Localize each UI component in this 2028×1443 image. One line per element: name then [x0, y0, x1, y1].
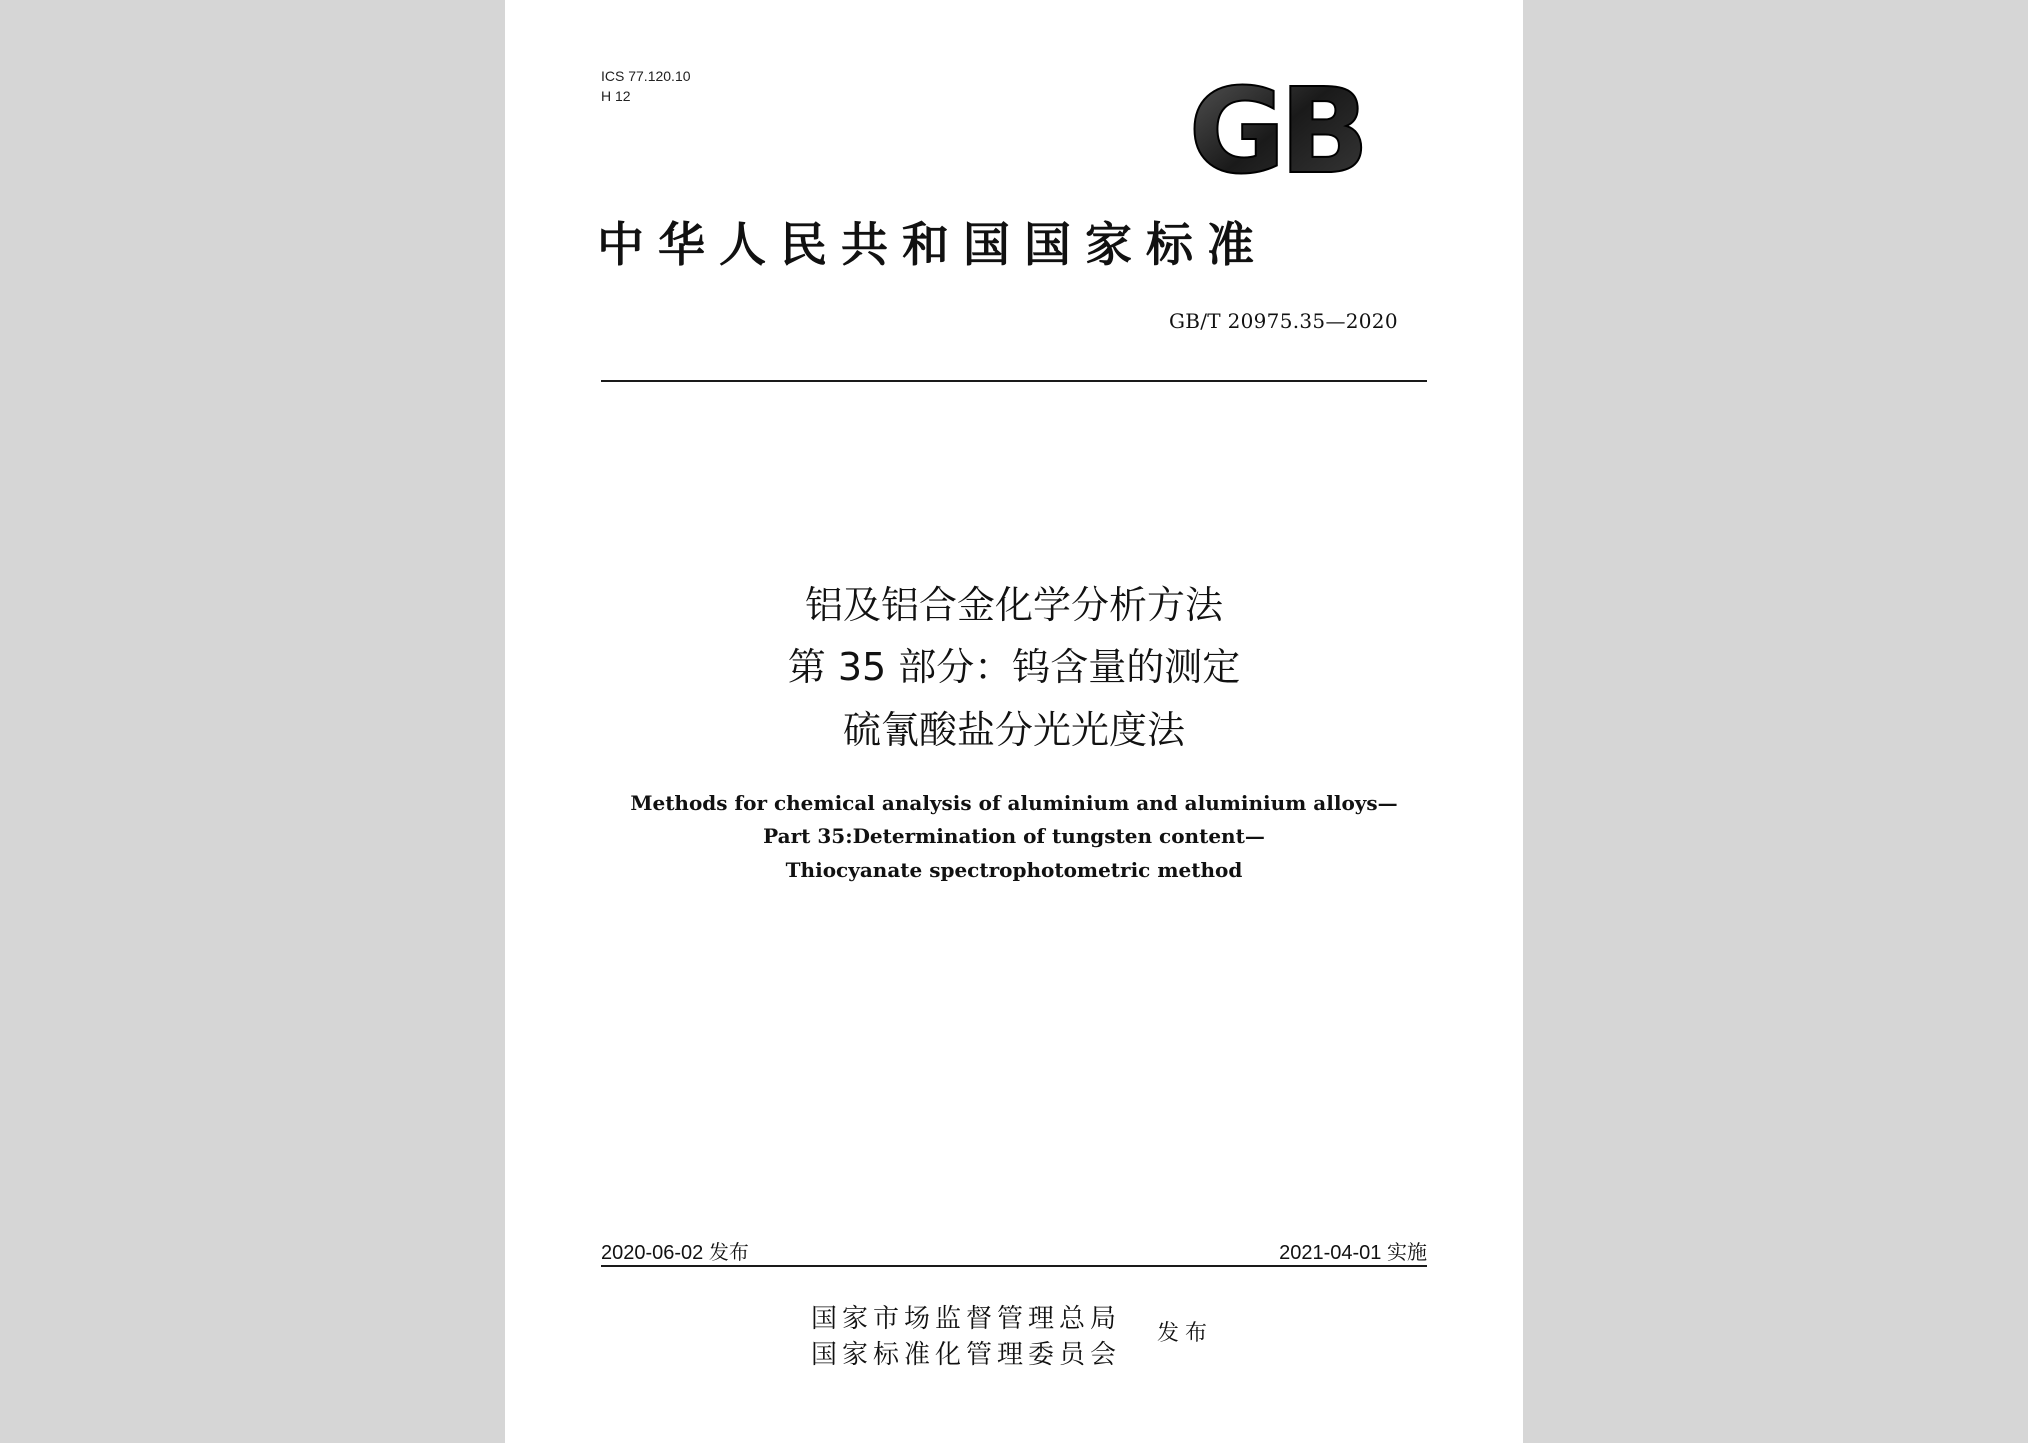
- gb-logo-text: GB: [1188, 72, 1364, 184]
- english-title-line-2: Part 35:Determination of tungsten content—: [763, 824, 1265, 848]
- issue-date: 2020-06-02 发布: [601, 1242, 749, 1264]
- classification-codes: [601, 66, 691, 106]
- national-standard-title: 中华人民共和国国家标准: [597, 218, 1268, 273]
- chinese-title-line-1: 铝及铝合金化学分析方法: [804, 583, 1223, 627]
- standard-cover-page: [505, 0, 1523, 1443]
- chinese-title-line-2: 第 35 部分：钨含量的测定: [787, 645, 1241, 689]
- chinese-title-line-3: 硫氰酸盐分光光度法: [842, 708, 1185, 752]
- footer-divider: [601, 1265, 1427, 1267]
- publisher-line-1: 国家市场监督管理总局: [811, 1304, 1122, 1334]
- publish-label: 发布: [1157, 1321, 1214, 1346]
- english-title-line-3: Thiocyanate spectrophotometric method: [785, 858, 1243, 882]
- standard-number: GB/T 20975.35—2020: [1169, 309, 1398, 333]
- gb-logo: [1171, 72, 1381, 184]
- english-title-line-1: Methods for chemical analysis of aluminium and aluminium alloys—: [630, 791, 1398, 815]
- header-divider: [601, 380, 1427, 382]
- publisher-line-2: 国家标准化管理委员会: [811, 1340, 1122, 1370]
- ics-code: ICS 77.120.10: [601, 68, 691, 84]
- ccs-code: H 12: [601, 88, 631, 104]
- implementation-date: 2021-04-01 实施: [1279, 1242, 1427, 1264]
